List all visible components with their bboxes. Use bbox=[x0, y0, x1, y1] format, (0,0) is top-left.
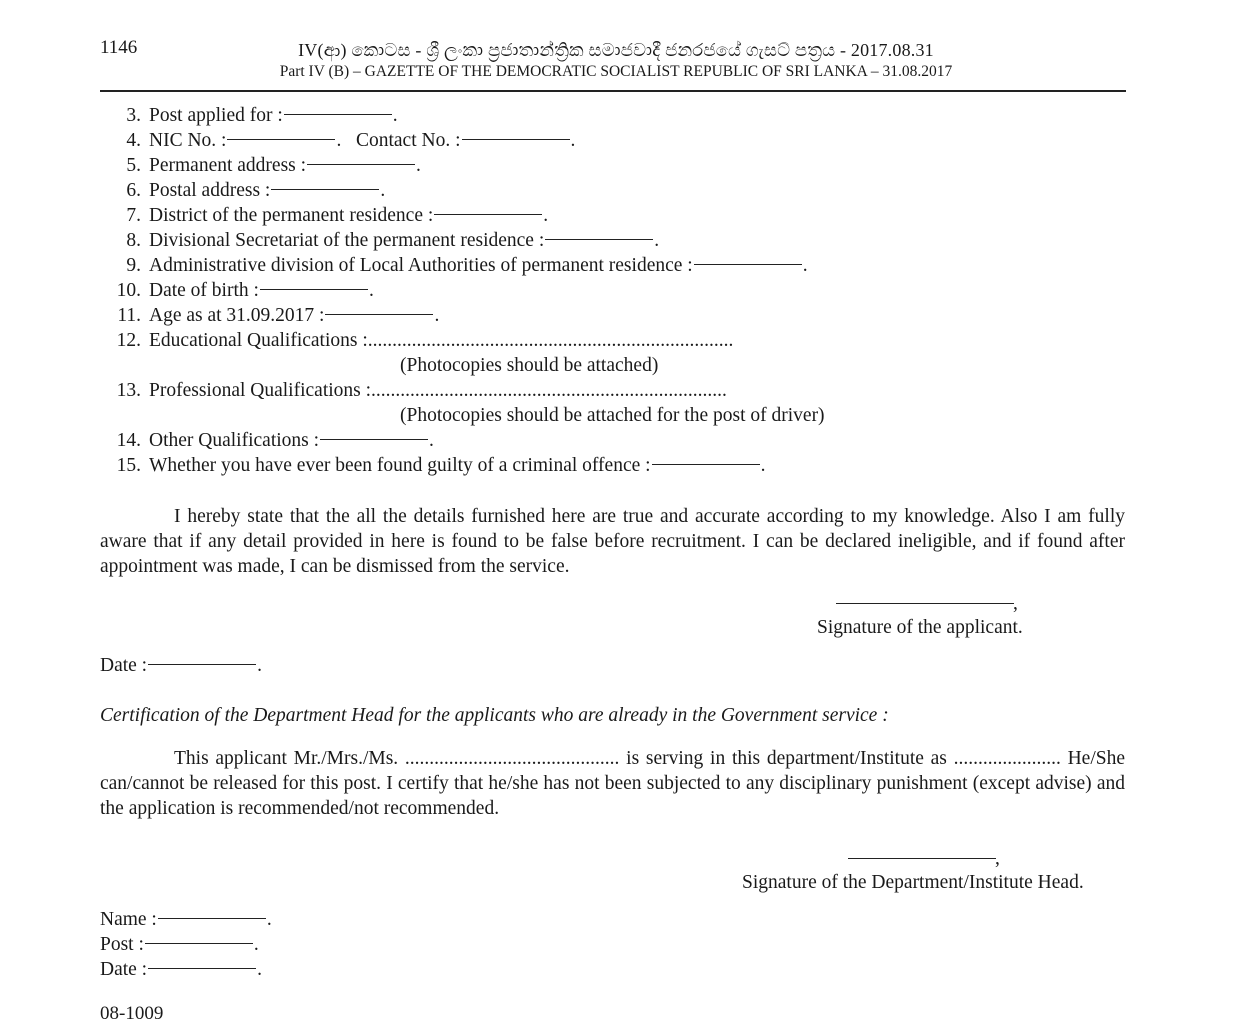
fill-blank bbox=[148, 664, 256, 665]
note-photocopies: (Photocopies should be attached) bbox=[400, 355, 659, 376]
fill-blank bbox=[158, 918, 266, 919]
fill-blank bbox=[260, 289, 368, 290]
post-field: Post : . bbox=[100, 934, 259, 955]
page-number: 1146 bbox=[100, 37, 138, 58]
fill-blank bbox=[284, 114, 392, 115]
head-signature-comma: , bbox=[995, 848, 1000, 869]
name-field: Name : . bbox=[100, 909, 272, 930]
fill-blank bbox=[694, 264, 802, 265]
fill-blank bbox=[652, 464, 760, 465]
header-sinhala: IV(ආ) කොටස - ශ්‍රී ලංකා ප්‍රජාතාන්ත්‍රික සමාජවාදී ජනරජයේ ගැසට් පත්‍රය - 2017.08.31 bbox=[298, 40, 934, 60]
fill-blank bbox=[320, 439, 428, 440]
head-signature-line bbox=[848, 858, 996, 859]
fill-blank bbox=[462, 139, 570, 140]
document-code: 08-1009 bbox=[100, 1003, 164, 1024]
certification-heading: Certification of the Department Head for the applicants who are already in the Government service : bbox=[100, 705, 889, 726]
final-date-field: Date : . bbox=[100, 959, 262, 980]
header-rule bbox=[100, 90, 1126, 92]
note-photocopies-driver: (Photocopies should be attached for the post of driver) bbox=[400, 405, 825, 426]
fill-blank bbox=[227, 139, 335, 140]
fill-blank bbox=[307, 164, 415, 165]
fill-blank bbox=[148, 968, 256, 969]
date-field: Date : . bbox=[100, 655, 262, 676]
fill-blank bbox=[325, 314, 433, 315]
applicant-signature-label: Signature of the applicant. bbox=[817, 617, 1023, 638]
certification-paragraph: This applicant Mr./Mrs./Ms. ............................................ is serving in this department/Institute as ...................... He/She can/cannot be released for this post. I certify that he/she has not been subjected to any disciplinary punishment (except advise) and the application is recommended/not recommended. bbox=[100, 748, 1125, 819]
declaration-paragraph: I hereby state that the all the details furnished here are true and accurate according to my knowledge. Also I am fully aware that if any detail provided in here is found to be false before recruitment. I can be declared ineligible, and if found after appointment was made, I can be dismissed from the service. bbox=[100, 506, 1125, 577]
applicant-signature-comma: , bbox=[1013, 593, 1018, 614]
applicant-signature-line bbox=[836, 603, 1014, 604]
fill-blank bbox=[271, 189, 379, 190]
fill-blank bbox=[434, 214, 542, 215]
head-signature-label: Signature of the Department/Institute Head. bbox=[742, 872, 1084, 893]
header-english: Part IV (B) – GAZETTE OF THE DEMOCRATIC SOCIALIST REPUBLIC OF SRI LANKA – 31.08.2017 bbox=[279, 63, 953, 80]
fill-blank bbox=[145, 943, 253, 944]
fill-blank bbox=[545, 239, 653, 240]
